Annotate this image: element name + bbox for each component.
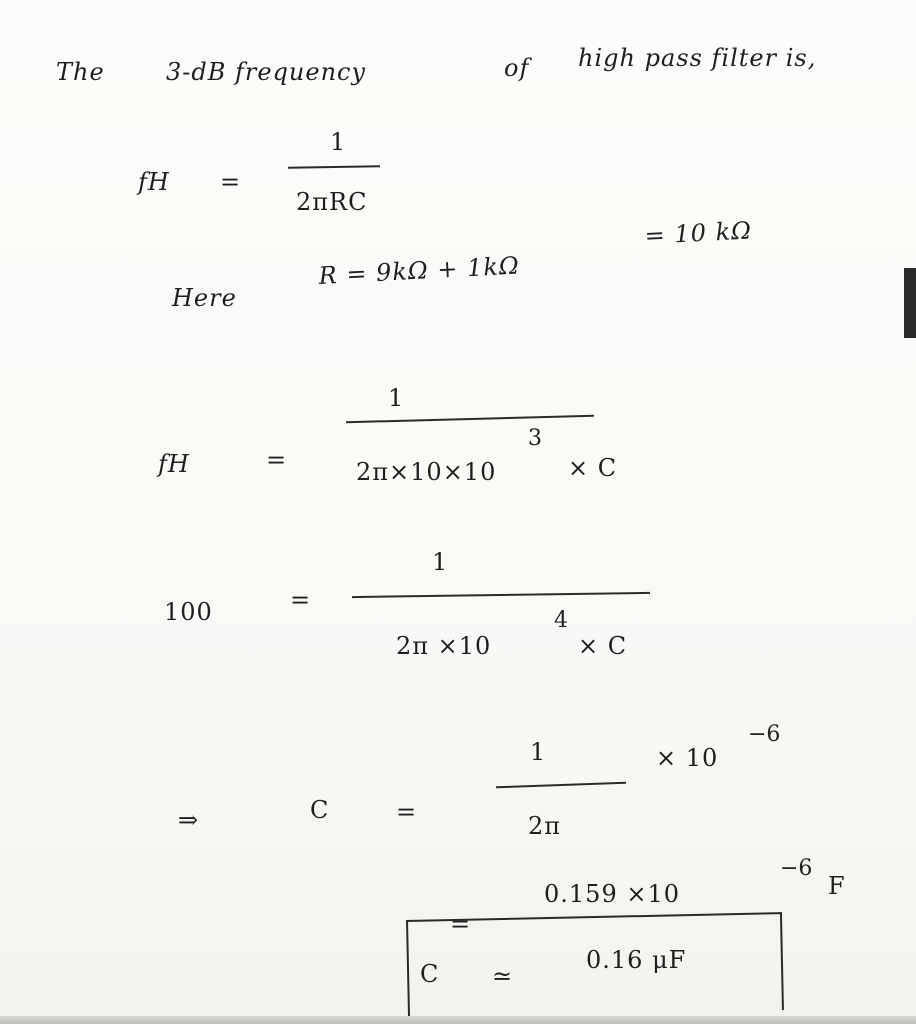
cutoff-denominator: 2π ×10 <box>396 632 492 660</box>
formula-fraction-bar <box>288 165 380 169</box>
solve-denominator: 2π <box>528 812 562 840</box>
final-answer-variable: C <box>420 960 440 988</box>
numeric-value: 0.159 ×10 <box>544 880 680 908</box>
formula-denominator: 2πRC <box>296 188 368 216</box>
final-answer-value: 0.16 μF <box>586 946 687 974</box>
intro-the: The <box>56 58 105 86</box>
cutoff-value: 100 <box>164 598 213 626</box>
substitution-lhs: fH <box>158 450 190 478</box>
here-label: Here <box>172 284 237 312</box>
solve-variable: C <box>310 796 330 824</box>
cutoff-equals: = <box>290 586 312 614</box>
implies-arrow: ⇒ <box>178 806 200 834</box>
solve-multiplier: × 10 <box>656 744 719 772</box>
solve-exponent: −6 <box>748 722 781 747</box>
resistance-expression: R = 9kΩ + 1kΩ <box>318 251 521 290</box>
substitution-exponent: 3 <box>528 426 542 451</box>
formula-lhs: fH <box>138 168 170 196</box>
substitution-numerator: 1 <box>388 384 405 412</box>
intro-high-pass-filter: high pass filter is, <box>578 44 817 72</box>
substitution-capacitor: × C <box>568 454 618 482</box>
cutoff-fraction-bar <box>352 592 650 598</box>
numeric-unit: F <box>828 872 846 900</box>
solve-numerator: 1 <box>530 738 547 766</box>
numeric-equals: = <box>450 910 472 938</box>
cutoff-capacitor: × C <box>578 632 628 660</box>
intro-of: of <box>504 54 530 82</box>
substitution-fraction-bar <box>346 415 594 423</box>
formula-equals: = <box>220 168 242 196</box>
cutoff-exponent: 4 <box>554 608 568 633</box>
numeric-exponent: −6 <box>780 856 813 881</box>
page-edge-shadow <box>904 268 916 338</box>
page-bottom-edge <box>0 1016 916 1024</box>
solve-fraction-bar <box>496 782 626 789</box>
substitution-equals: = <box>266 446 288 474</box>
resistance-result: = 10 kΩ <box>644 216 753 250</box>
intro-3db-frequency: 3-dB frequency <box>166 58 367 86</box>
substitution-denominator: 2π×10×10 <box>356 458 497 486</box>
cutoff-numerator: 1 <box>432 548 449 576</box>
formula-numerator: 1 <box>330 128 347 156</box>
final-answer-approx: ≃ <box>492 962 514 990</box>
solve-equals: = <box>396 798 418 826</box>
